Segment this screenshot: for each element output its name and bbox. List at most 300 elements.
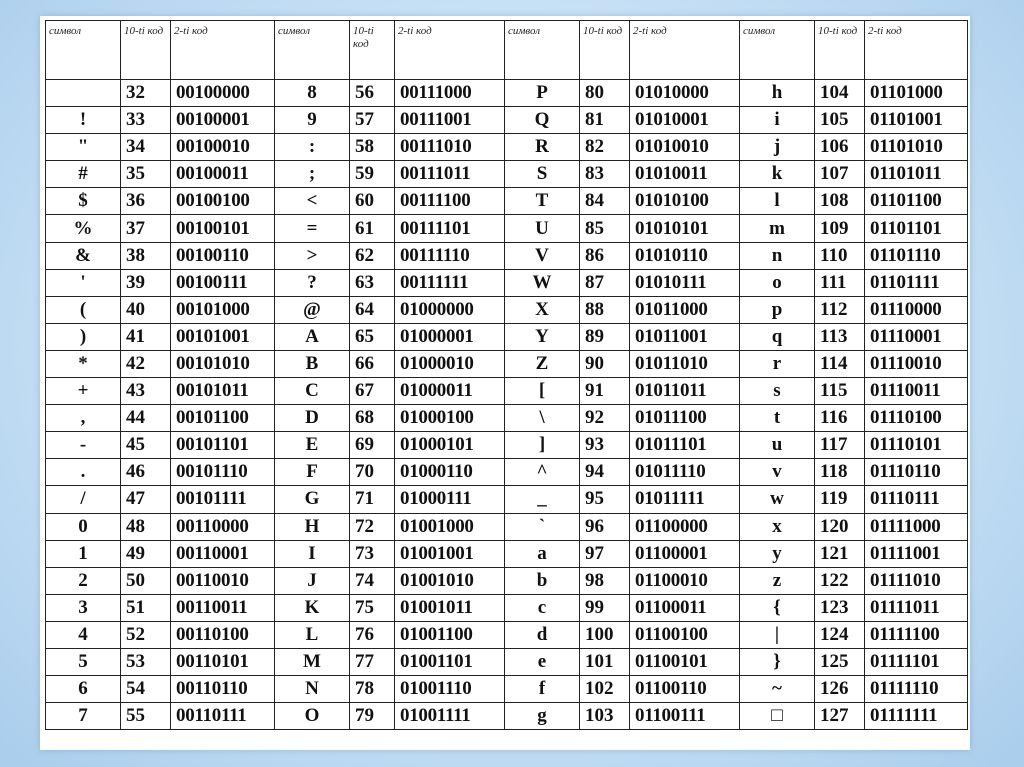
decimal-code-cell: 78 [350, 676, 395, 703]
symbol-cell: , [46, 405, 121, 432]
decimal-code-cell: 49 [121, 540, 171, 567]
binary-code-cell: 01011110 [630, 459, 740, 486]
header-decimal-code: 10-ti код [580, 21, 630, 80]
symbol-cell: W [505, 269, 580, 296]
symbol-cell: 6 [46, 676, 121, 703]
binary-code-cell: 01111010 [865, 567, 968, 594]
symbol-cell: F [275, 459, 350, 486]
symbol-cell: o [740, 269, 815, 296]
decimal-code-cell: 106 [815, 134, 865, 161]
header-symbol: символ [740, 21, 815, 80]
header-symbol: символ [275, 21, 350, 80]
symbol-cell: K [275, 594, 350, 621]
decimal-code-cell: 65 [350, 323, 395, 350]
decimal-code-cell: 104 [815, 80, 865, 107]
binary-code-cell: 01000101 [395, 432, 505, 459]
binary-code-cell: 01010011 [630, 161, 740, 188]
decimal-code-cell: 60 [350, 188, 395, 215]
decimal-code-cell: 127 [815, 703, 865, 730]
symbol-cell: / [46, 486, 121, 513]
binary-code-cell: 01000111 [395, 486, 505, 513]
decimal-code-cell: 81 [580, 107, 630, 134]
symbol-cell: b [505, 567, 580, 594]
symbol-cell: [ [505, 378, 580, 405]
binary-code-cell: 01000100 [395, 405, 505, 432]
binary-code-cell: 01100000 [630, 513, 740, 540]
binary-code-cell: 01011001 [630, 323, 740, 350]
binary-code-cell: 01001011 [395, 594, 505, 621]
symbol-cell: y [740, 540, 815, 567]
binary-code-cell: 01101101 [865, 215, 968, 242]
decimal-code-cell: 71 [350, 486, 395, 513]
symbol-cell: } [740, 648, 815, 675]
header-decimal-code: 10-ti код [121, 21, 171, 80]
decimal-code-cell: 126 [815, 676, 865, 703]
decimal-code-cell: 123 [815, 594, 865, 621]
binary-code-cell: 01110111 [865, 486, 968, 513]
symbol-cell: ] [505, 432, 580, 459]
symbol-cell: P [505, 80, 580, 107]
symbol-cell: i [740, 107, 815, 134]
symbol-cell: L [275, 621, 350, 648]
symbol-cell: " [46, 134, 121, 161]
binary-code-cell: 01101111 [865, 269, 968, 296]
decimal-code-cell: 117 [815, 432, 865, 459]
binary-code-cell: 01101000 [865, 80, 968, 107]
ascii-code-table [45, 20, 968, 730]
binary-code-cell: 01110011 [865, 378, 968, 405]
decimal-code-cell: 70 [350, 459, 395, 486]
binary-code-cell: 00110100 [171, 621, 275, 648]
decimal-code-cell: 103 [580, 703, 630, 730]
symbol-cell: ! [46, 107, 121, 134]
symbol-cell: c [505, 594, 580, 621]
symbol-cell: 4 [46, 621, 121, 648]
table-row [46, 107, 968, 134]
symbol-cell: ^ [505, 459, 580, 486]
decimal-code-cell: 61 [350, 215, 395, 242]
table-header [46, 21, 968, 80]
binary-code-cell: 01101011 [865, 161, 968, 188]
symbol-cell: q [740, 323, 815, 350]
decimal-code-cell: 52 [121, 621, 171, 648]
binary-code-cell: 01111110 [865, 676, 968, 703]
table-row [46, 296, 968, 323]
header-binary-code: 2-ti код [865, 21, 968, 80]
symbol-cell: e [505, 648, 580, 675]
binary-code-cell: 01110001 [865, 323, 968, 350]
decimal-code-cell: 113 [815, 323, 865, 350]
symbol-cell: { [740, 594, 815, 621]
decimal-code-cell: 63 [350, 269, 395, 296]
decimal-code-cell: 92 [580, 405, 630, 432]
binary-code-cell: 01001110 [395, 676, 505, 703]
binary-code-cell: 01001000 [395, 513, 505, 540]
table-row [46, 215, 968, 242]
binary-code-cell: 01011000 [630, 296, 740, 323]
symbol-cell: 0 [46, 513, 121, 540]
symbol-cell: # [46, 161, 121, 188]
symbol-cell: r [740, 350, 815, 377]
binary-code-cell: 00101010 [171, 350, 275, 377]
header-decimal-code: 10-ti код [815, 21, 865, 80]
binary-code-cell: 00111101 [395, 215, 505, 242]
symbol-cell: n [740, 242, 815, 269]
table-row [46, 350, 968, 377]
symbol-cell: D [275, 405, 350, 432]
binary-code-cell: 00110010 [171, 567, 275, 594]
binary-code-cell: 00110011 [171, 594, 275, 621]
symbol-cell: ) [46, 323, 121, 350]
symbol-cell: 3 [46, 594, 121, 621]
binary-code-cell: 01110101 [865, 432, 968, 459]
symbol-cell: d [505, 621, 580, 648]
symbol-cell: J [275, 567, 350, 594]
decimal-code-cell: 50 [121, 567, 171, 594]
binary-code-cell: 01010110 [630, 242, 740, 269]
binary-code-cell: 00100101 [171, 215, 275, 242]
decimal-code-cell: 46 [121, 459, 171, 486]
decimal-code-cell: 95 [580, 486, 630, 513]
decimal-code-cell: 55 [121, 703, 171, 730]
decimal-code-cell: 107 [815, 161, 865, 188]
decimal-code-cell: 98 [580, 567, 630, 594]
symbol-cell: ' [46, 269, 121, 296]
table-row [46, 405, 968, 432]
table-row [46, 567, 968, 594]
decimal-code-cell: 110 [815, 242, 865, 269]
symbol-cell: . [46, 459, 121, 486]
binary-code-cell: 01010000 [630, 80, 740, 107]
binary-code-cell: 00111010 [395, 134, 505, 161]
decimal-code-cell: 96 [580, 513, 630, 540]
decimal-code-cell: 100 [580, 621, 630, 648]
decimal-code-cell: 62 [350, 242, 395, 269]
binary-code-cell: 01010101 [630, 215, 740, 242]
symbol-cell: u [740, 432, 815, 459]
decimal-code-cell: 120 [815, 513, 865, 540]
binary-code-cell: 00110110 [171, 676, 275, 703]
symbol-cell: M [275, 648, 350, 675]
symbol-cell: B [275, 350, 350, 377]
decimal-code-cell: 44 [121, 405, 171, 432]
decimal-code-cell: 67 [350, 378, 395, 405]
decimal-code-cell: 111 [815, 269, 865, 296]
decimal-code-cell: 85 [580, 215, 630, 242]
symbol-cell: T [505, 188, 580, 215]
table-row [46, 134, 968, 161]
binary-code-cell: 00101110 [171, 459, 275, 486]
binary-code-cell: 01001010 [395, 567, 505, 594]
binary-code-cell: 00101011 [171, 378, 275, 405]
symbol-cell: G [275, 486, 350, 513]
binary-code-cell: 01111001 [865, 540, 968, 567]
symbol-cell: w [740, 486, 815, 513]
decimal-code-cell: 72 [350, 513, 395, 540]
binary-code-cell: 00100000 [171, 80, 275, 107]
symbol-cell: 5 [46, 648, 121, 675]
slide-sheet [40, 16, 970, 750]
binary-code-cell: 00111110 [395, 242, 505, 269]
symbol-cell: x [740, 513, 815, 540]
table-row [46, 648, 968, 675]
binary-code-cell: 00101100 [171, 405, 275, 432]
table-row [46, 703, 968, 730]
symbol-cell: X [505, 296, 580, 323]
binary-code-cell: 01111111 [865, 703, 968, 730]
symbol-cell: < [275, 188, 350, 215]
header-decimal-code: 10-ti код [350, 21, 395, 80]
binary-code-cell: 00101000 [171, 296, 275, 323]
binary-code-cell: 01101010 [865, 134, 968, 161]
binary-code-cell: 00100010 [171, 134, 275, 161]
symbol-cell: 1 [46, 540, 121, 567]
binary-code-cell: 01010001 [630, 107, 740, 134]
symbol-cell: = [275, 215, 350, 242]
binary-code-cell: 01011111 [630, 486, 740, 513]
table-row [46, 459, 968, 486]
decimal-code-cell: 124 [815, 621, 865, 648]
symbol-cell: m [740, 215, 815, 242]
symbol-cell: $ [46, 188, 121, 215]
symbol-cell: I [275, 540, 350, 567]
binary-code-cell: 00111001 [395, 107, 505, 134]
symbol-cell: A [275, 323, 350, 350]
symbol-cell: + [46, 378, 121, 405]
table-row [46, 161, 968, 188]
binary-code-cell: 00111111 [395, 269, 505, 296]
symbol-cell: N [275, 676, 350, 703]
decimal-code-cell: 118 [815, 459, 865, 486]
decimal-code-cell: 48 [121, 513, 171, 540]
symbol-cell: h [740, 80, 815, 107]
symbol-cell: - [46, 432, 121, 459]
symbol-cell: _ [505, 486, 580, 513]
binary-code-cell: 01111100 [865, 621, 968, 648]
decimal-code-cell: 74 [350, 567, 395, 594]
symbol-cell: Z [505, 350, 580, 377]
symbol-cell: k [740, 161, 815, 188]
symbol-cell: H [275, 513, 350, 540]
header-symbol: символ [505, 21, 580, 80]
symbol-cell: ` [505, 513, 580, 540]
decimal-code-cell: 38 [121, 242, 171, 269]
binary-code-cell: 01100101 [630, 648, 740, 675]
binary-code-cell: 01100010 [630, 567, 740, 594]
decimal-code-cell: 93 [580, 432, 630, 459]
symbol-cell: □ [740, 703, 815, 730]
symbol-cell: E [275, 432, 350, 459]
header-binary-code: 2-ti код [630, 21, 740, 80]
table-body [46, 80, 968, 730]
decimal-code-cell: 53 [121, 648, 171, 675]
decimal-code-cell: 36 [121, 188, 171, 215]
binary-code-cell: 01100011 [630, 594, 740, 621]
decimal-code-cell: 101 [580, 648, 630, 675]
decimal-code-cell: 34 [121, 134, 171, 161]
decimal-code-cell: 114 [815, 350, 865, 377]
symbol-cell: s [740, 378, 815, 405]
symbol-cell [46, 80, 121, 107]
table-row [46, 540, 968, 567]
binary-code-cell: 00100011 [171, 161, 275, 188]
binary-code-cell: 01001001 [395, 540, 505, 567]
decimal-code-cell: 125 [815, 648, 865, 675]
symbol-cell: S [505, 161, 580, 188]
decimal-code-cell: 109 [815, 215, 865, 242]
binary-code-cell: 00111000 [395, 80, 505, 107]
binary-code-cell: 00100001 [171, 107, 275, 134]
table-row [46, 513, 968, 540]
decimal-code-cell: 115 [815, 378, 865, 405]
decimal-code-cell: 112 [815, 296, 865, 323]
symbol-cell: ? [275, 269, 350, 296]
decimal-code-cell: 119 [815, 486, 865, 513]
symbol-cell: V [505, 242, 580, 269]
symbol-cell: Y [505, 323, 580, 350]
symbol-cell: a [505, 540, 580, 567]
symbol-cell: p [740, 296, 815, 323]
symbol-cell: Q [505, 107, 580, 134]
binary-code-cell: 01000001 [395, 323, 505, 350]
binary-code-cell: 01101110 [865, 242, 968, 269]
decimal-code-cell: 33 [121, 107, 171, 134]
decimal-code-cell: 90 [580, 350, 630, 377]
binary-code-cell: 00100111 [171, 269, 275, 296]
decimal-code-cell: 69 [350, 432, 395, 459]
symbol-cell: U [505, 215, 580, 242]
symbol-cell: : [275, 134, 350, 161]
binary-code-cell: 00110000 [171, 513, 275, 540]
binary-code-cell: 01111011 [865, 594, 968, 621]
decimal-code-cell: 77 [350, 648, 395, 675]
binary-code-cell: 01100111 [630, 703, 740, 730]
table-row [46, 676, 968, 703]
decimal-code-cell: 39 [121, 269, 171, 296]
table-row [46, 621, 968, 648]
table-row [46, 80, 968, 107]
decimal-code-cell: 87 [580, 269, 630, 296]
binary-code-cell: 01000110 [395, 459, 505, 486]
header-row [46, 21, 968, 80]
binary-code-cell: 01101100 [865, 188, 968, 215]
decimal-code-cell: 68 [350, 405, 395, 432]
symbol-cell: \ [505, 405, 580, 432]
decimal-code-cell: 51 [121, 594, 171, 621]
symbol-cell: ~ [740, 676, 815, 703]
binary-code-cell: 00110101 [171, 648, 275, 675]
symbol-cell: @ [275, 296, 350, 323]
binary-code-cell: 01000010 [395, 350, 505, 377]
decimal-code-cell: 91 [580, 378, 630, 405]
table-row [46, 594, 968, 621]
symbol-cell: z [740, 567, 815, 594]
binary-code-cell: 01001101 [395, 648, 505, 675]
symbol-cell: & [46, 242, 121, 269]
binary-code-cell: 01010100 [630, 188, 740, 215]
table-row [46, 242, 968, 269]
decimal-code-cell: 41 [121, 323, 171, 350]
decimal-code-cell: 102 [580, 676, 630, 703]
decimal-code-cell: 83 [580, 161, 630, 188]
decimal-code-cell: 86 [580, 242, 630, 269]
binary-code-cell: 00100110 [171, 242, 275, 269]
symbol-cell: ( [46, 296, 121, 323]
binary-code-cell: 01010010 [630, 134, 740, 161]
decimal-code-cell: 66 [350, 350, 395, 377]
binary-code-cell: 00101111 [171, 486, 275, 513]
decimal-code-cell: 35 [121, 161, 171, 188]
binary-code-cell: 00110001 [171, 540, 275, 567]
table-row [46, 269, 968, 296]
binary-code-cell: 01010111 [630, 269, 740, 296]
decimal-code-cell: 84 [580, 188, 630, 215]
decimal-code-cell: 43 [121, 378, 171, 405]
decimal-code-cell: 45 [121, 432, 171, 459]
symbol-cell: l [740, 188, 815, 215]
symbol-cell: v [740, 459, 815, 486]
symbol-cell: g [505, 703, 580, 730]
symbol-cell: 7 [46, 703, 121, 730]
header-binary-code: 2-ti код [171, 21, 275, 80]
binary-code-cell: 00101101 [171, 432, 275, 459]
symbol-cell: * [46, 350, 121, 377]
decimal-code-cell: 47 [121, 486, 171, 513]
decimal-code-cell: 54 [121, 676, 171, 703]
symbol-cell: | [740, 621, 815, 648]
binary-code-cell: 01011101 [630, 432, 740, 459]
symbol-cell: f [505, 676, 580, 703]
symbol-cell: 9 [275, 107, 350, 134]
decimal-code-cell: 56 [350, 80, 395, 107]
symbol-cell: O [275, 703, 350, 730]
decimal-code-cell: 121 [815, 540, 865, 567]
binary-code-cell: 01011100 [630, 405, 740, 432]
binary-code-cell: 00100100 [171, 188, 275, 215]
binary-code-cell: 01110000 [865, 296, 968, 323]
table-row [46, 323, 968, 350]
decimal-code-cell: 37 [121, 215, 171, 242]
binary-code-cell: 01111101 [865, 648, 968, 675]
header-binary-code: 2-ti код [395, 21, 505, 80]
decimal-code-cell: 99 [580, 594, 630, 621]
binary-code-cell: 01011011 [630, 378, 740, 405]
binary-code-cell: 01110010 [865, 350, 968, 377]
symbol-cell: > [275, 242, 350, 269]
decimal-code-cell: 94 [580, 459, 630, 486]
binary-code-cell: 01001100 [395, 621, 505, 648]
binary-code-cell: 00110111 [171, 703, 275, 730]
decimal-code-cell: 58 [350, 134, 395, 161]
symbol-cell: ; [275, 161, 350, 188]
decimal-code-cell: 73 [350, 540, 395, 567]
decimal-code-cell: 108 [815, 188, 865, 215]
binary-code-cell: 01000000 [395, 296, 505, 323]
table-row [46, 432, 968, 459]
decimal-code-cell: 116 [815, 405, 865, 432]
decimal-code-cell: 80 [580, 80, 630, 107]
decimal-code-cell: 122 [815, 567, 865, 594]
decimal-code-cell: 97 [580, 540, 630, 567]
decimal-code-cell: 82 [580, 134, 630, 161]
symbol-cell: j [740, 134, 815, 161]
binary-code-cell: 01000011 [395, 378, 505, 405]
decimal-code-cell: 42 [121, 350, 171, 377]
table-row [46, 188, 968, 215]
binary-code-cell: 01110100 [865, 405, 968, 432]
decimal-code-cell: 76 [350, 621, 395, 648]
binary-code-cell: 00111011 [395, 161, 505, 188]
